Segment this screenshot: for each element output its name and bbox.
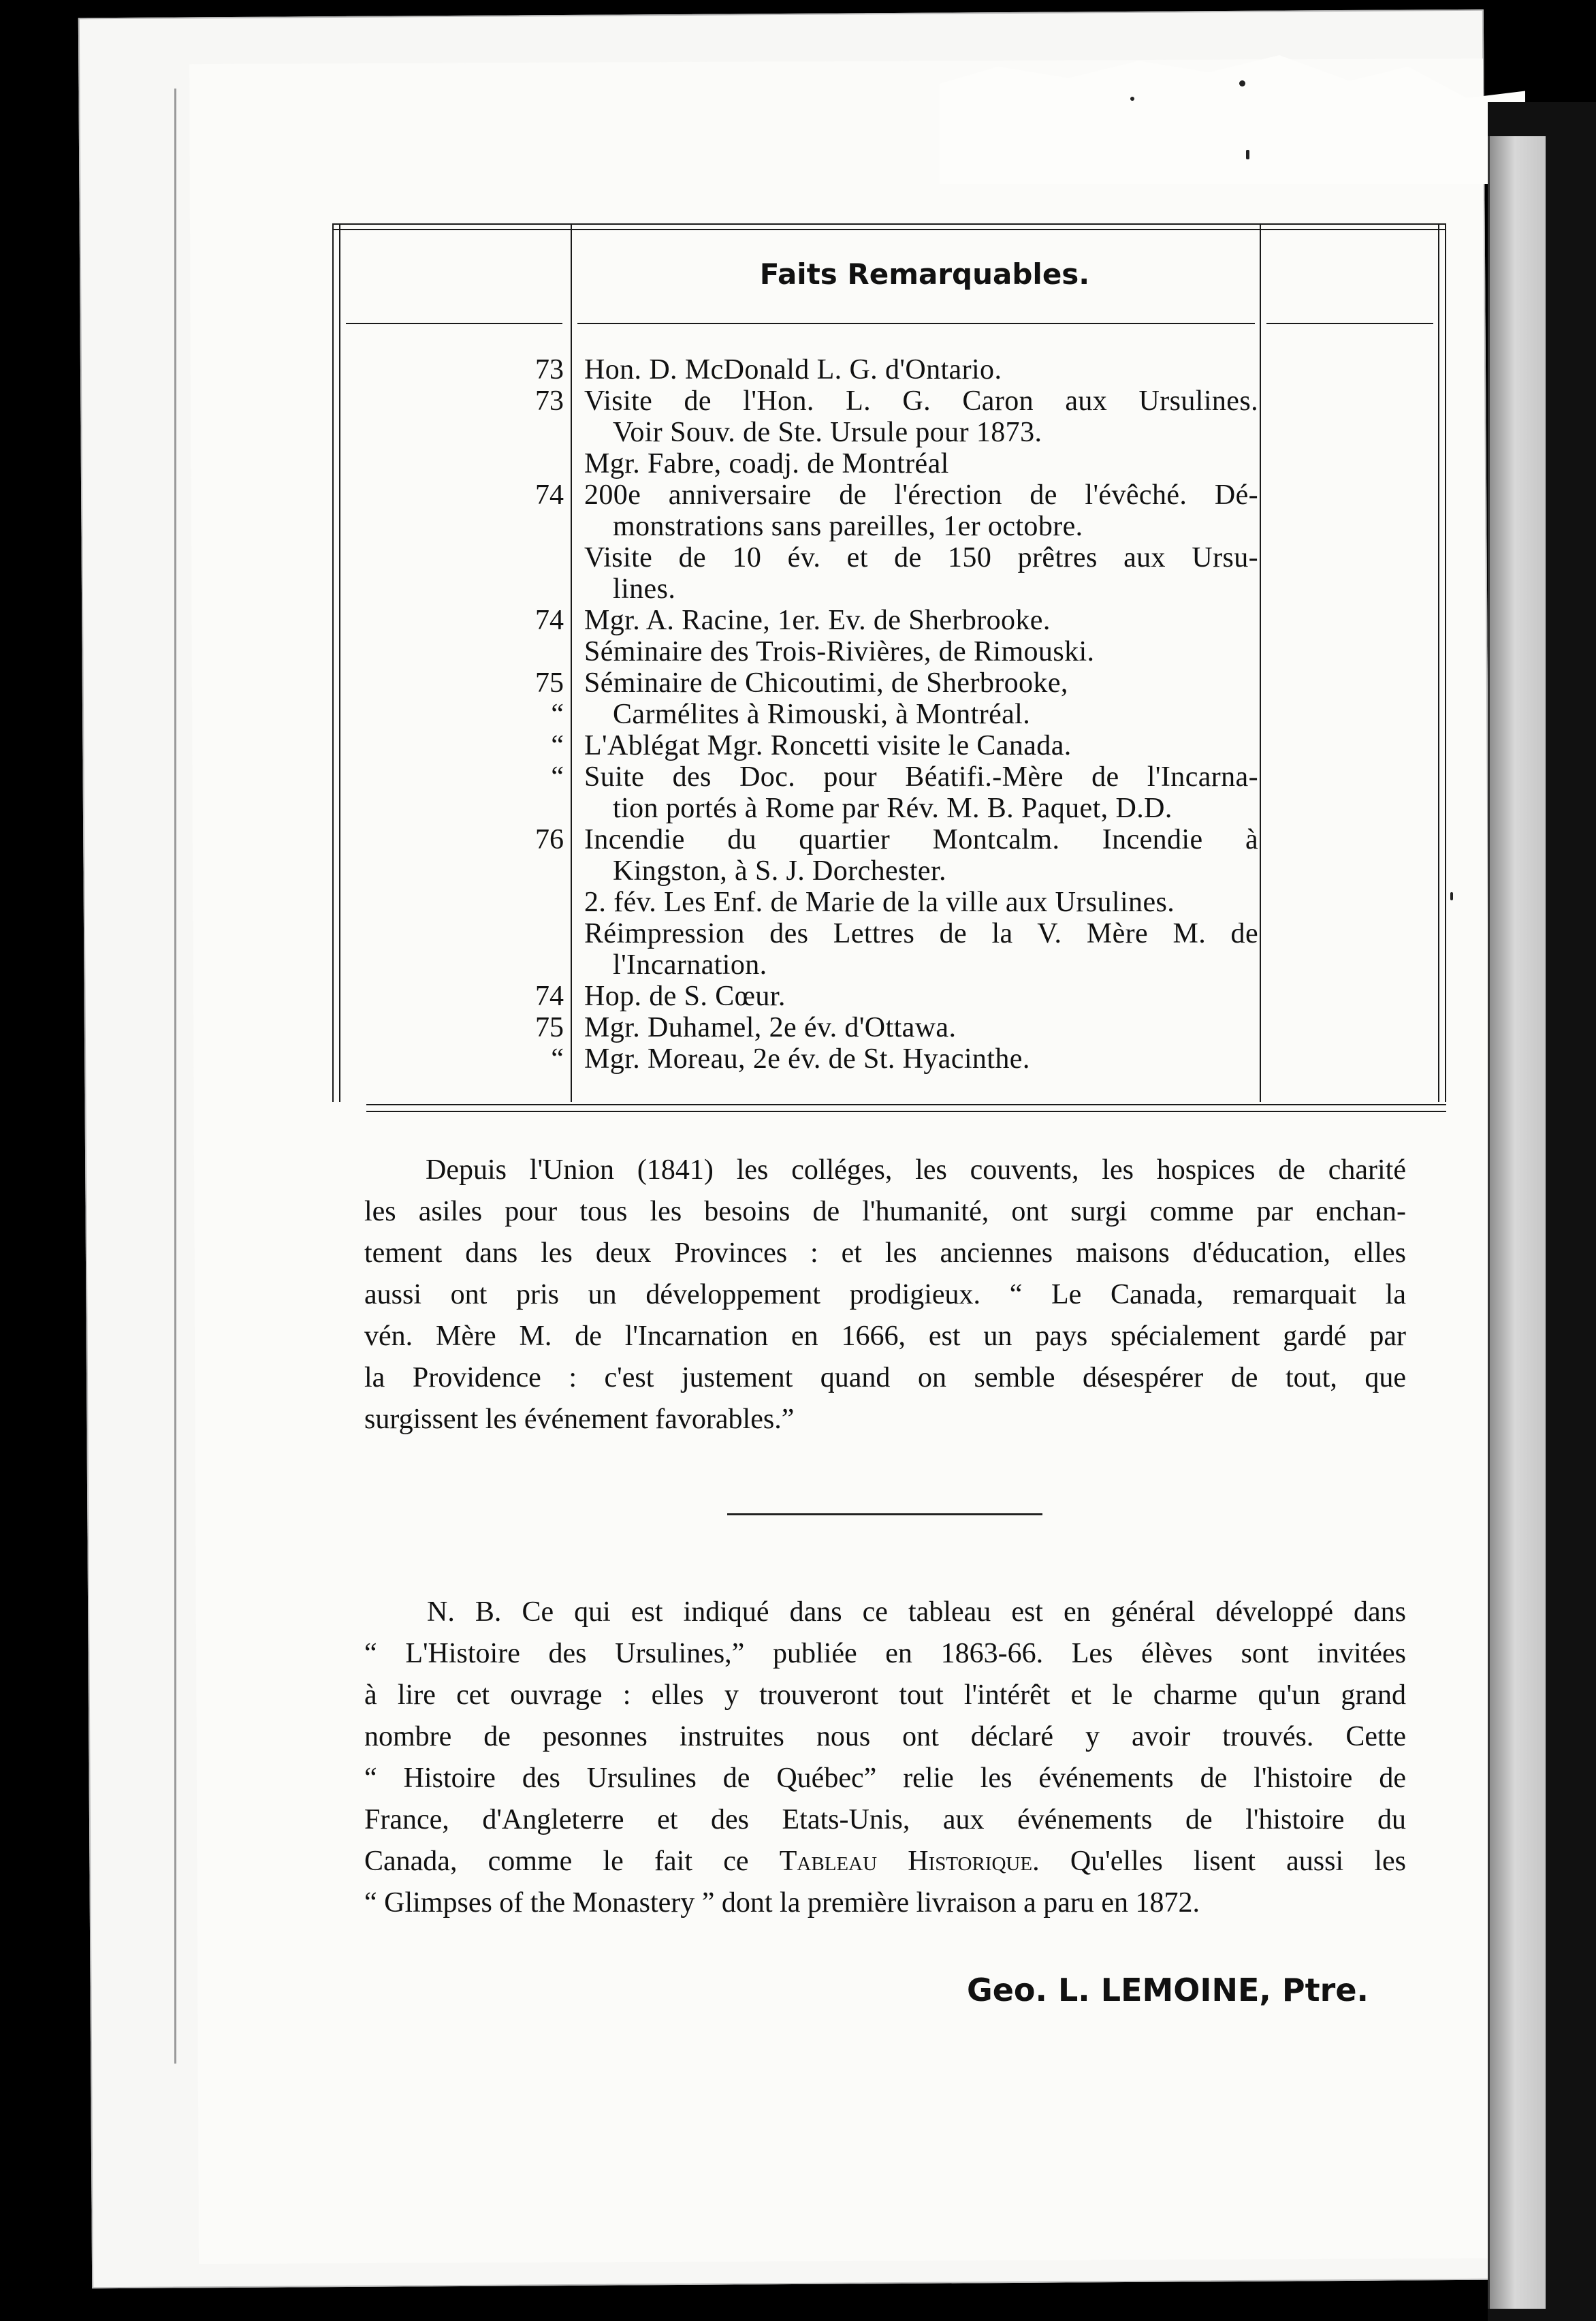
row-text: L'Ablégat Mgr. Roncetti visite le Canada. — [584, 730, 1072, 761]
row-text: lines. — [613, 573, 676, 605]
margin-line — [174, 89, 176, 2064]
paragraph-line: “ Histoire des Ursulines de Québec” relie les événements de l'histoire de — [364, 1763, 1406, 1794]
row-text: Visite de 10 év. et de 150 prêtres aux Ursu- — [584, 542, 1258, 573]
paragraph-line: la Providence : c'est justement quand on semble désespérer de tout, que — [364, 1362, 1406, 1393]
row-text: Réimpression des Lettres de la V. Mère M. de — [584, 918, 1258, 949]
text-run: Canada, comme le fait ce — [364, 1846, 780, 1877]
paragraph-line: surgissent les événement favorables.” — [364, 1404, 795, 1435]
frame-line — [1260, 223, 1261, 1102]
header-rule — [1266, 323, 1433, 324]
row-year: 76 — [535, 824, 564, 855]
row-year: 75 — [535, 1012, 564, 1043]
frame-line — [1438, 223, 1439, 1102]
row-text: Séminaire des Trois-Rivières, de Rimouski. — [584, 636, 1095, 667]
frame-top-rule — [332, 223, 1446, 225]
row-year: 74 — [535, 479, 564, 511]
frame-bottom-rule — [366, 1104, 1446, 1105]
row-text: Hop. de S. Cœur. — [584, 981, 786, 1012]
row-text: monstrations sans pareilles, 1er octobre. — [613, 511, 1083, 542]
paragraph-line: France, d'Angleterre et des Etats-Unis, aux événements de l'histoire du — [364, 1804, 1406, 1835]
row-text: Voir Souv. de Ste. Ursule pour 1873. — [613, 417, 1042, 448]
row-year: 75 — [535, 667, 564, 699]
section-divider — [727, 1513, 1042, 1515]
row-year: “ — [551, 699, 564, 730]
row-year: 73 — [535, 354, 564, 385]
nota-bene-paragraph — [364, 1592, 1406, 1924]
header-rule — [346, 323, 562, 324]
paragraph-line: à lire cet ouvrage : elles y trouveront tout l'intérêt et le charme qu'un grand — [364, 1679, 1406, 1711]
ink-speck — [1246, 150, 1249, 159]
page-edge-strip — [1488, 136, 1546, 2309]
ink-speck — [1239, 80, 1245, 86]
row-year: “ — [551, 730, 564, 761]
row-text: Visite de l'Hon. L. G. Caron aux Ursulines. — [584, 385, 1258, 417]
paragraph-line: vén. Mère M. de l'Incarnation en 1666, est un pays spécialement gardé par — [364, 1321, 1406, 1352]
book-title-smallcaps: Tableau Historique — [779, 1846, 1033, 1877]
frame-bottom-rule — [366, 1111, 1446, 1112]
ink-speck — [1450, 892, 1453, 900]
ink-speck — [1130, 97, 1134, 101]
frame-line — [332, 223, 334, 1102]
paragraph-line: aussi ont pris un développement prodigieux. “ Le Canada, remarquait la — [364, 1279, 1406, 1310]
paragraph-line: Depuis l'Union (1841) les colléges, les couvents, les hospices de charité — [426, 1154, 1406, 1186]
row-text: Carmélites à Rimouski, à Montréal. — [613, 699, 1031, 730]
paragraph-line — [364, 1841, 1406, 1882]
row-text: Mgr. Moreau, 2e év. de St. Hyacinthe. — [584, 1043, 1030, 1075]
row-text: Mgr. Duhamel, 2e év. d'Ottawa. — [584, 1012, 957, 1043]
row-text: tion portés à Rome par Rév. M. B. Paquet, D.D. — [613, 793, 1172, 824]
row-text: Mgr. Fabre, coadj. de Montréal — [584, 448, 949, 479]
row-text: Suite des Doc. pour Béatifi.-Mère de l'Incarna- — [584, 761, 1258, 793]
row-year: 73 — [535, 385, 564, 417]
header-rule — [577, 323, 1255, 324]
row-year: “ — [551, 761, 564, 793]
row-text: l'Incarnation. — [613, 949, 767, 981]
table-title: Faits Remarquables. — [759, 257, 1090, 291]
row-year: 74 — [535, 981, 564, 1012]
row-text: 200e anniversaire de l'érection de l'évêché. Dé- — [584, 479, 1258, 511]
paragraph-line: tement dans les deux Provinces : et les anciennes maisons d'éducation, elles — [364, 1237, 1406, 1269]
frame-top-rule — [332, 229, 1446, 230]
paragraph-line: N. B. Ce qui est indiqué dans ce tableau est en général développé dans — [427, 1596, 1406, 1628]
union-paragraph — [364, 1150, 1406, 1440]
row-year: “ — [551, 1043, 564, 1075]
row-text: Kingston, à S. J. Dorchester. — [613, 855, 946, 887]
paragraph-line: les asiles pour tous les besoins de l'humanité, ont surgi comme par enchan- — [364, 1196, 1406, 1227]
frame-line — [571, 223, 572, 1102]
table-frame — [332, 223, 1446, 1116]
row-text: 2. fév. Les Enf. de Marie de la ville aux Ursulines. — [584, 887, 1175, 918]
frame-line — [1445, 223, 1446, 1102]
text-run: . Qu'elles lisent aussi les — [1032, 1846, 1407, 1877]
row-year: 74 — [535, 605, 564, 636]
frame-line — [339, 223, 340, 1102]
row-text: Hon. D. McDonald L. G. d'Ontario. — [584, 354, 1002, 385]
row-text: Mgr. A. Racine, 1er. Ev. de Sherbrooke. — [584, 605, 1051, 636]
paragraph-line: nombre de pesonnes instruites nous ont déclaré y avoir trouvés. Cette — [364, 1721, 1406, 1752]
author-signature: Geo. L. LEMOINE, Ptre. — [966, 1972, 1369, 2008]
paragraph-line: “ L'Histoire des Ursulines,” publiée en 1863-66. Les élèves sont invitées — [364, 1638, 1406, 1669]
row-text: Séminaire de Chicoutimi, de Sherbrooke, — [584, 667, 1068, 699]
paragraph-line: “ Glimpses of the Monastery ” dont la première livraison a paru en 1872. — [364, 1887, 1200, 1919]
row-text: Incendie du quartier Montcalm. Incendie à — [584, 824, 1258, 855]
